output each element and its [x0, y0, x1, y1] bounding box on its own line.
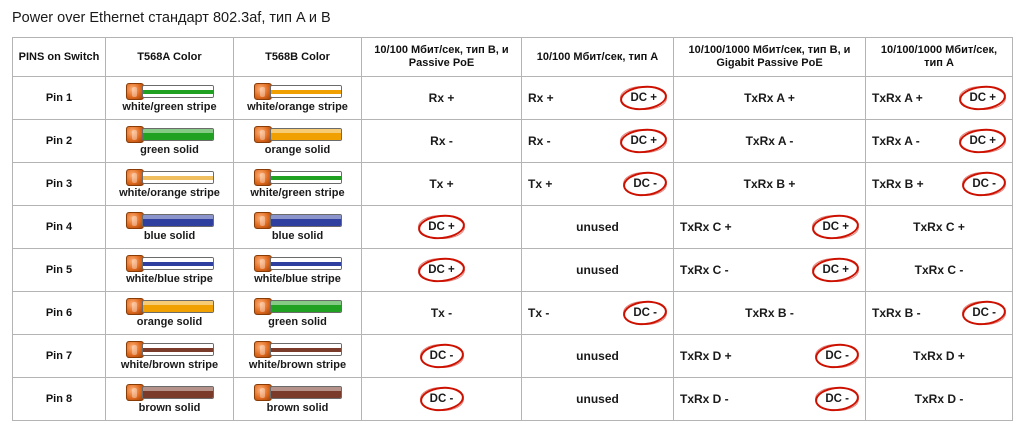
dc-marker-label: DC +: [630, 92, 657, 104]
dc-marker-label: DC -: [972, 307, 996, 319]
signal-label: TxRx A +: [872, 91, 923, 105]
dc-marker: [962, 172, 1006, 196]
dc-marker: [815, 387, 859, 411]
signal-label: TxRx D +: [913, 349, 965, 363]
signal-label: TxRx A -: [872, 134, 920, 148]
value-cell-100-type-a: [522, 77, 674, 120]
signal-label: unused: [576, 263, 619, 277]
dc-marker-label: DC +: [428, 221, 455, 233]
wire-cell-t568b: [234, 120, 362, 163]
signal-label: TxRx D +: [680, 349, 732, 363]
signal-label: TxRx B -: [872, 306, 921, 320]
rj45-wire-icon: [124, 126, 216, 143]
signal-label: TxRx B +: [872, 177, 924, 191]
signal-label: unused: [576, 392, 619, 406]
rj45-wire-icon: [252, 341, 344, 358]
value-cell-100-type-b: [362, 249, 522, 292]
rj45-wire-icon: [124, 384, 216, 401]
value-cell-100-type-b: [362, 335, 522, 378]
wire-label: white/brown stripe: [120, 359, 219, 371]
signal-label: Tx +: [429, 177, 454, 191]
table-row: [13, 292, 1013, 335]
wire-label: brown solid: [138, 402, 201, 414]
dc-marker-label: DC -: [429, 350, 454, 362]
wire-cell-t568b: [234, 335, 362, 378]
signal-label: TxRx D -: [680, 392, 729, 406]
value-cell-gigabit-type-a: [866, 378, 1013, 421]
rj45-wire-icon: [252, 384, 344, 401]
wire-cell-t568a: [106, 120, 234, 163]
signal-label: Tx +: [528, 177, 553, 191]
value-cell-100-type-a: [522, 120, 674, 163]
signal-label: TxRx A -: [745, 134, 794, 148]
wire-cell-t568b: [234, 77, 362, 120]
column-header-100-type-b: 10/100 Мбит/сек, тип B, и Passive PoE: [362, 38, 522, 77]
dc-marker: [623, 301, 667, 325]
value-cell-gigabit-type-a: [866, 120, 1013, 163]
wire-cell-t568a: [106, 163, 234, 206]
page-title: Power over Ethernet стандарт 802.3af, тип A и B: [12, 10, 331, 26]
value-cell-100-type-a: [522, 378, 674, 421]
value-cell-100-type-a: [522, 206, 674, 249]
value-cell-100-type-b: [362, 206, 522, 249]
wire-cell-t568a: [106, 249, 234, 292]
column-header-pins: PINS on Switch: [13, 38, 106, 77]
column-header-100-type-a: 10/100 Мбит/сек, тип A: [522, 38, 674, 77]
wire-cell-t568a: [106, 206, 234, 249]
wire-label: orange solid: [264, 144, 331, 156]
dc-marker-label: DC +: [630, 135, 657, 147]
wire-cell-t568b: [234, 292, 362, 335]
value-cell-100-type-b: [362, 378, 522, 421]
wire-label: white/green stripe: [250, 187, 345, 199]
dc-marker-label: DC -: [633, 178, 657, 190]
rj45-wire-icon: [252, 83, 344, 100]
column-header-gigabit-type-b: 10/100/1000 Мбит/сек, тип B, и Gigabit Passive PoE: [674, 38, 866, 77]
value-cell-100-type-b: [362, 120, 522, 163]
value-cell-gigabit-type-b: [674, 206, 866, 249]
signal-label: Rx +: [428, 91, 455, 105]
value-cell-gigabit-type-b: [674, 335, 866, 378]
pin-label: Pin 2: [13, 120, 106, 163]
dc-marker-label: DC +: [969, 135, 996, 147]
pin-label: Pin 6: [13, 292, 106, 335]
dc-marker-label: DC -: [972, 178, 996, 190]
dc-marker-label: DC -: [825, 350, 849, 362]
rj45-wire-icon: [124, 83, 216, 100]
table-row: [13, 335, 1013, 378]
rj45-wire-icon: [252, 298, 344, 315]
wire-label: orange solid: [136, 316, 203, 328]
signal-label: TxRx D -: [914, 392, 964, 406]
wire-cell-t568b: [234, 163, 362, 206]
rj45-wire-icon: [252, 126, 344, 143]
poe-pinout-table: [12, 37, 1013, 421]
signal-label: Rx +: [528, 91, 554, 105]
wire-cell-t568a: [106, 335, 234, 378]
value-cell-100-type-a: [522, 249, 674, 292]
rj45-wire-icon: [124, 169, 216, 186]
dc-marker: [812, 215, 859, 239]
value-cell-100-type-b: [362, 292, 522, 335]
wire-label: green solid: [140, 144, 199, 156]
signal-label: TxRx C -: [680, 263, 729, 277]
dc-marker: [418, 258, 465, 282]
wire-label: white/blue stripe: [126, 273, 213, 285]
rj45-wire-icon: [124, 212, 216, 229]
column-header-t568b: T568B Color: [234, 38, 362, 77]
table-body: [13, 77, 1013, 421]
table-row: [13, 206, 1013, 249]
value-cell-100-type-b: [362, 163, 522, 206]
signal-label: TxRx C -: [914, 263, 964, 277]
poe-table-wrapper: [0, 27, 1024, 421]
dc-marker: [959, 129, 1006, 153]
dc-marker: [620, 86, 667, 110]
value-cell-gigabit-type-b: [674, 249, 866, 292]
wire-label: green solid: [268, 316, 327, 328]
value-cell-gigabit-type-a: [866, 163, 1013, 206]
wire-cell-t568a: [106, 378, 234, 421]
value-cell-gigabit-type-b: [674, 77, 866, 120]
dc-marker: [620, 129, 667, 153]
pin-label: Pin 8: [13, 378, 106, 421]
value-cell-100-type-a: [522, 292, 674, 335]
wire-label: brown solid: [266, 402, 329, 414]
signal-label: Tx -: [528, 306, 550, 320]
pin-label: Pin 1: [13, 77, 106, 120]
value-cell-gigabit-type-b: [674, 378, 866, 421]
dc-marker: [959, 86, 1006, 110]
pin-label: Pin 7: [13, 335, 106, 378]
signal-label: TxRx B -: [745, 306, 794, 320]
wire-cell-t568b: [234, 249, 362, 292]
rj45-wire-icon: [124, 298, 216, 315]
wire-label: white/orange stripe: [119, 187, 220, 199]
wire-label: white/blue stripe: [254, 273, 341, 285]
value-cell-gigabit-type-b: [674, 163, 866, 206]
wire-label: white/orange stripe: [247, 101, 348, 113]
dc-marker-label: DC -: [633, 307, 657, 319]
pin-label: Pin 3: [13, 163, 106, 206]
column-header-t568a: T568A Color: [106, 38, 234, 77]
pin-label: Pin 4: [13, 206, 106, 249]
rj45-wire-icon: [252, 255, 344, 272]
signal-label: Rx -: [430, 134, 453, 148]
pin-label: Pin 5: [13, 249, 106, 292]
dc-marker-label: DC +: [428, 264, 455, 276]
column-header-gigabit-type-a: 10/100/1000 Мбит/сек, тип A: [866, 38, 1013, 77]
dc-marker: [420, 344, 464, 368]
value-cell-gigabit-type-b: [674, 120, 866, 163]
wire-label: white/green stripe: [122, 101, 217, 113]
signal-label: Tx -: [430, 306, 453, 320]
wire-cell-t568b: [234, 378, 362, 421]
table-row: [13, 249, 1013, 292]
rj45-wire-icon: [124, 341, 216, 358]
value-cell-gigabit-type-b: [674, 292, 866, 335]
signal-label: Rx -: [528, 134, 551, 148]
value-cell-gigabit-type-a: [866, 206, 1013, 249]
value-cell-gigabit-type-a: [866, 292, 1013, 335]
dc-marker-label: DC -: [825, 393, 849, 405]
dc-marker-label: DC +: [822, 221, 849, 233]
wire-label: white/brown stripe: [248, 359, 347, 371]
value-cell-gigabit-type-a: [866, 249, 1013, 292]
dc-marker: [420, 387, 464, 411]
value-cell-gigabit-type-a: [866, 77, 1013, 120]
signal-label: unused: [576, 349, 619, 363]
value-cell-100-type-a: [522, 163, 674, 206]
value-cell-100-type-a: [522, 335, 674, 378]
value-cell-100-type-b: [362, 77, 522, 120]
signal-label: TxRx B +: [743, 177, 796, 191]
table-row: [13, 378, 1013, 421]
rj45-wire-icon: [252, 212, 344, 229]
dc-marker: [815, 344, 859, 368]
table-row: [13, 77, 1013, 120]
rj45-wire-icon: [124, 255, 216, 272]
wire-label: blue solid: [271, 230, 324, 242]
wire-cell-t568a: [106, 292, 234, 335]
dc-marker-label: DC +: [969, 92, 996, 104]
wire-cell-t568a: [106, 77, 234, 120]
table-row: [13, 163, 1013, 206]
dc-marker-label: DC +: [822, 264, 849, 276]
table-row: [13, 120, 1013, 163]
value-cell-gigabit-type-a: [866, 335, 1013, 378]
signal-label: TxRx C +: [680, 220, 732, 234]
wire-cell-t568b: [234, 206, 362, 249]
signal-label: TxRx A +: [744, 91, 795, 105]
signal-label: unused: [576, 220, 619, 234]
dc-marker-label: DC -: [429, 393, 454, 405]
wire-label: blue solid: [143, 230, 196, 242]
table-header-row: [13, 38, 1013, 77]
dc-marker: [962, 301, 1006, 325]
dc-marker: [623, 172, 667, 196]
dc-marker: [418, 215, 465, 239]
signal-label: TxRx C +: [913, 220, 965, 234]
rj45-wire-icon: [252, 169, 344, 186]
dc-marker: [812, 258, 859, 282]
